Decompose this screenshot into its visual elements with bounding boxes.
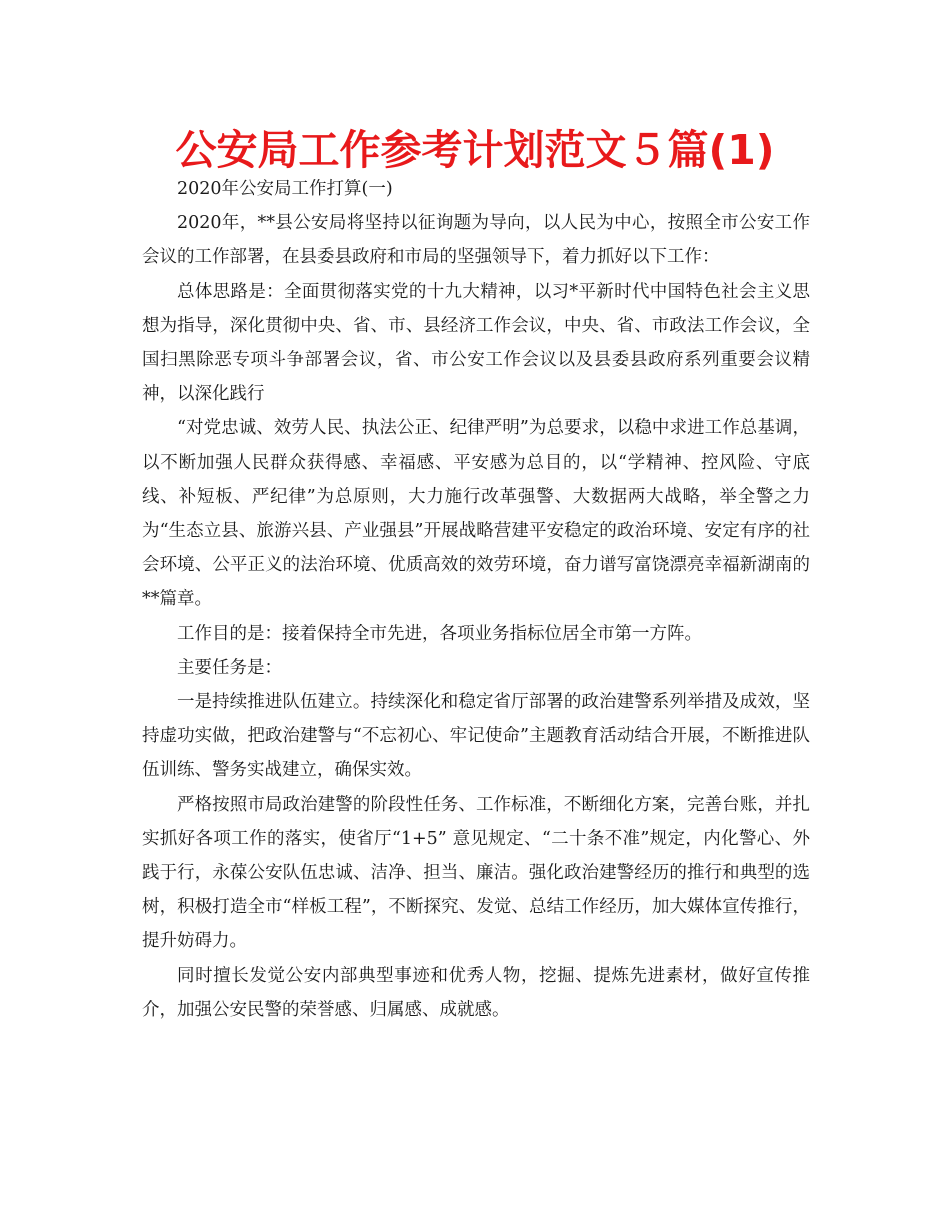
paragraph: 严格按照市局政治建警的阶段性任务、工作标准，不断细化方案，完善台账，并扎实抓好各项工作的落实，使省厅“1+5” 意见规定、“二十条不准”规定，内化警心、外践于行，永葆公安队伍忠诚、洁净、担当、廉洁。强化政治建警经历的推行和典型的选树，积极打造全市“样板工程”，不断探究、发觉、总结工作经历，加大媒体宣传推行，提升妨碍力。: [142, 794, 810, 952]
paragraph: 主要任务是：: [177, 657, 282, 678]
document-title: 公安局工作参考计划范文５篇(1): [175, 126, 775, 174]
paragraph: 工作目的是：接着保持全市先进，各项业务指标位居全市第一方阵。: [177, 623, 702, 644]
paragraph-heading: 2020年公安局工作打算(一): [177, 179, 393, 199]
paragraph: 一是持续推进队伍建立。持续深化和稳定省厅部署的政治建警系列举措及成效，坚持虚功实做，把政治建警与“不忘初心、牢记使命”主题教育活动结合开展，不断推进队伍训练、警务实战建立，确保实效。: [142, 692, 810, 781]
paragraph: “对党忠诚、效劳人民、执法公正、纪律严明”为总要求，以稳中求进工作总基调，以不断加强人民群众获得感、幸福感、平安感为总目的，以“学精神、控风险、守底线、补短板、严纪律”为总原则，大力施行改革强警、大数据两大战略，举全警之力为“生态立县、旅游兴县、产业强县”开展战略营建平安稳定的政治环境、安定有序的社会环境、公平正义的法治环境、优质高效的效劳环境，奋力谱写富饶漂亮幸福新湖南的**篇章。: [142, 418, 810, 610]
paragraph: 总体思路是：全面贯彻落实党的十九大精神，以习*平新时代中国特色社会主义思想为指导，深化贯彻中央、省、市、县经济工作会议，中央、省、市政法工作会议，全国扫黑除恶专项斗争部署会议，省、市公安工作会议以及县委县政府系列重要会议精神，以深化践行: [142, 281, 810, 405]
document-body: [142, 172, 810, 1027]
paragraph: 同时擅长发觉公安内部典型事迹和优秀人物，挖掘、提炼先进素材，做好宣传推介，加强公安民警的荣誉感、归属感、成就感。: [142, 965, 810, 1020]
paragraph: 2020年，**县公安局将坚持以征询题为导向，以人民为中心，按照全市公安工作会议的工作部署，在县委县政府和市局的坚强领导下，着力抓好以下工作：: [142, 213, 810, 268]
